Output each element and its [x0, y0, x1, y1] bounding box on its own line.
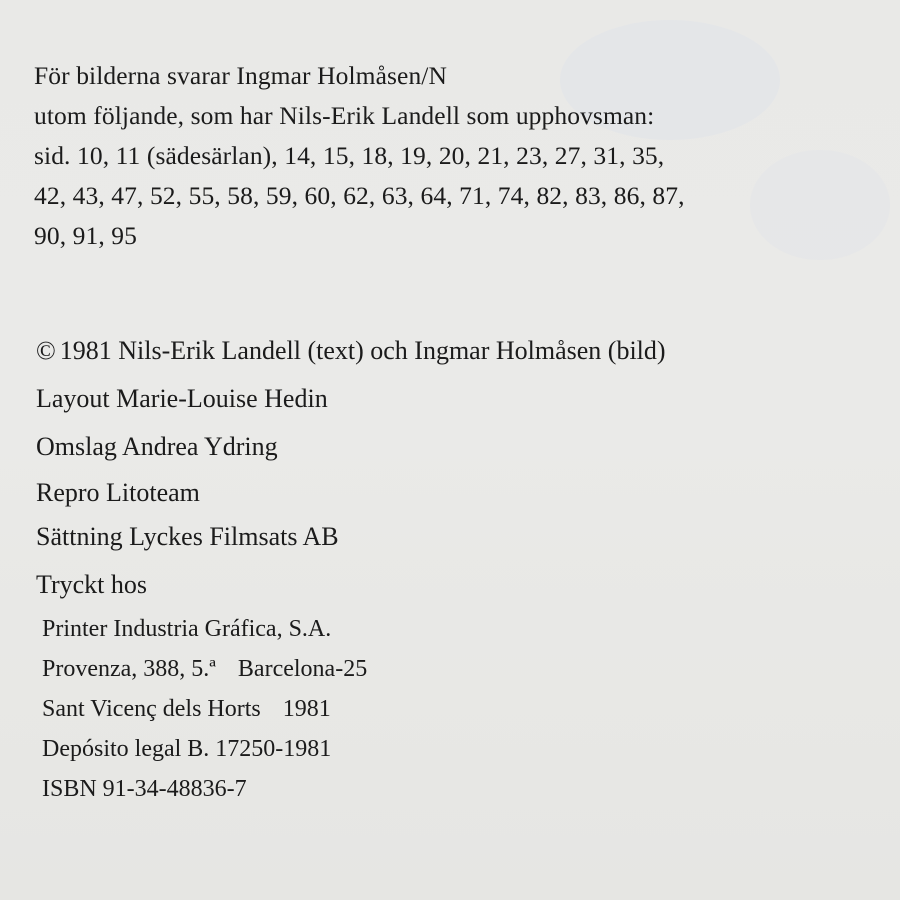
- printer-address-line: [42, 656, 367, 683]
- printer-place: Sant Vicenç dels Horts: [42, 696, 261, 722]
- print-year: 1981: [282, 696, 331, 722]
- credits-line: utom följande, som har Nils-Erik Landell som upphovsman:: [34, 101, 655, 130]
- credits-line: 42, 43, 47, 52, 55, 58, 59, 60, 62, 63, 64, 71, 74, 82, 83, 86, 87,: [34, 181, 685, 210]
- legal-deposit: Depósito legal B. 17250-1981: [42, 736, 332, 762]
- copyright-line: [36, 336, 666, 366]
- bleed-through-shape: [750, 150, 890, 260]
- credits-line: För bilderna svarar Ingmar Holmåsen/N: [34, 61, 447, 90]
- printer-name: Printer Industria Gráfica, S.A.: [42, 616, 332, 642]
- repro-credit: Repro Litoteam: [36, 478, 200, 507]
- layout-credit: Layout Marie-Louise Hedin: [36, 384, 328, 413]
- printed-at-label: Tryckt hos: [36, 570, 148, 599]
- printer-place-line: [42, 696, 331, 723]
- printer-city: Barcelona-25: [237, 656, 368, 682]
- photo-credits: [34, 56, 685, 256]
- credits-line: 90, 91, 95: [34, 221, 137, 250]
- credits-line: sid. 10, 11 (sädesärlan), 14, 15, 18, 19, 20, 21, 23, 27, 31, 35,: [34, 141, 665, 170]
- typesetting-credit: Sättning Lyckes Filmsats AB: [36, 522, 339, 551]
- cover-credit: Omslag Andrea Ydring: [36, 432, 278, 461]
- copyright-symbol: ©: [36, 336, 56, 365]
- isbn: ISBN 91-34-48836-7: [42, 776, 247, 802]
- copyright-text: 1981 Nils-Erik Landell (text) och Ingmar Holmåsen (bild): [59, 336, 666, 365]
- printer-address: Provenza, 388, 5.ª: [42, 656, 216, 682]
